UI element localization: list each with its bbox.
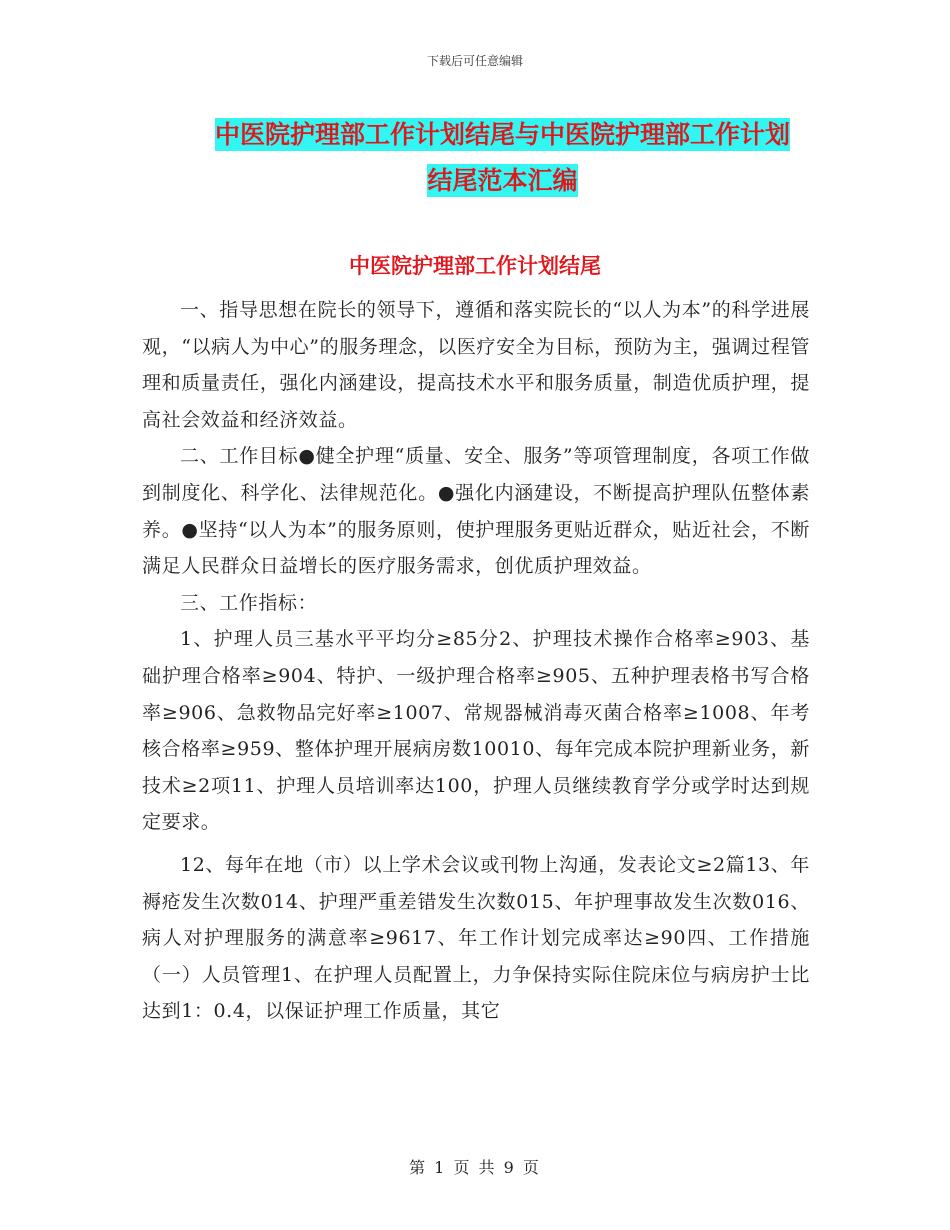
header-note: 下载后可任意编辑 bbox=[426, 54, 523, 68]
paragraph: 12、每年在地（市）以上学术会议或刊物上沟通，发表论文≥2篇13、年褥疮发生次数014、护理严重差错发生次数015、年护理事故发生次数016、病人对护理服务的满意率≥9617、年工作计划完成率达≥90四、工作措施（一）人员管理1、在护理人员配置上，力争保持实际住院床位与病房护士比达到1：0.4，以保证护理工作质量，其它 bbox=[142, 853, 810, 1023]
document-body bbox=[142, 292, 810, 1030]
document-title-line-1: 中医院护理部工作计划结尾与中医院护理部工作计划 bbox=[214, 120, 790, 149]
paragraph: 二、工作目标●健全护理“质量、安全、服务”等项管理制度，各项工作做到制度化、科学化、法律规范化。●强化内涵建设，不断提高护理队伍整体素养。●坚持“以人为本”的服务原则，使护理服务更贴近群众，贴近社会，不断满足人民群众日益增长的医疗服务需求，创优质护理效益。 bbox=[142, 445, 810, 578]
paragraph: 一、指导思想在院长的领导下，遵循和落实院长的“以人为本”的科学进展观，“以病人为中心”的服务理念，以医疗安全为目标，预防为主，强调过程管理和质量责任，强化内涵建设，提高技术水平和服务质量，制造优质护理，提高社会效益和经济效益。 bbox=[142, 299, 810, 431]
paragraph: 三、工作指标： bbox=[180, 591, 318, 614]
section-title: 中医院护理部工作计划结尾 bbox=[349, 254, 601, 278]
document-title bbox=[150, 112, 855, 204]
paragraph: 1、护理人员三基水平平均分≥85分2、护理技术操作合格率≥903、基础护理合格率≥904、特护、一级护理合格率≥905、五种护理表格书写合格率≥906、急救物品完好率≥1007、常规器械消毒灭菌合格率≥1008、年考核合格率≥959、整体护理开展病房数10010、每年完成本院护理新业务，新技术≥2项11、护理人员培训率达100，护理人员继续教育学分或学时达到规定要求。 bbox=[142, 628, 810, 834]
document-title-line-2: 结尾范本汇编 bbox=[427, 166, 578, 195]
page-footer: 第 1 页 共 9 页 bbox=[409, 1158, 541, 1177]
